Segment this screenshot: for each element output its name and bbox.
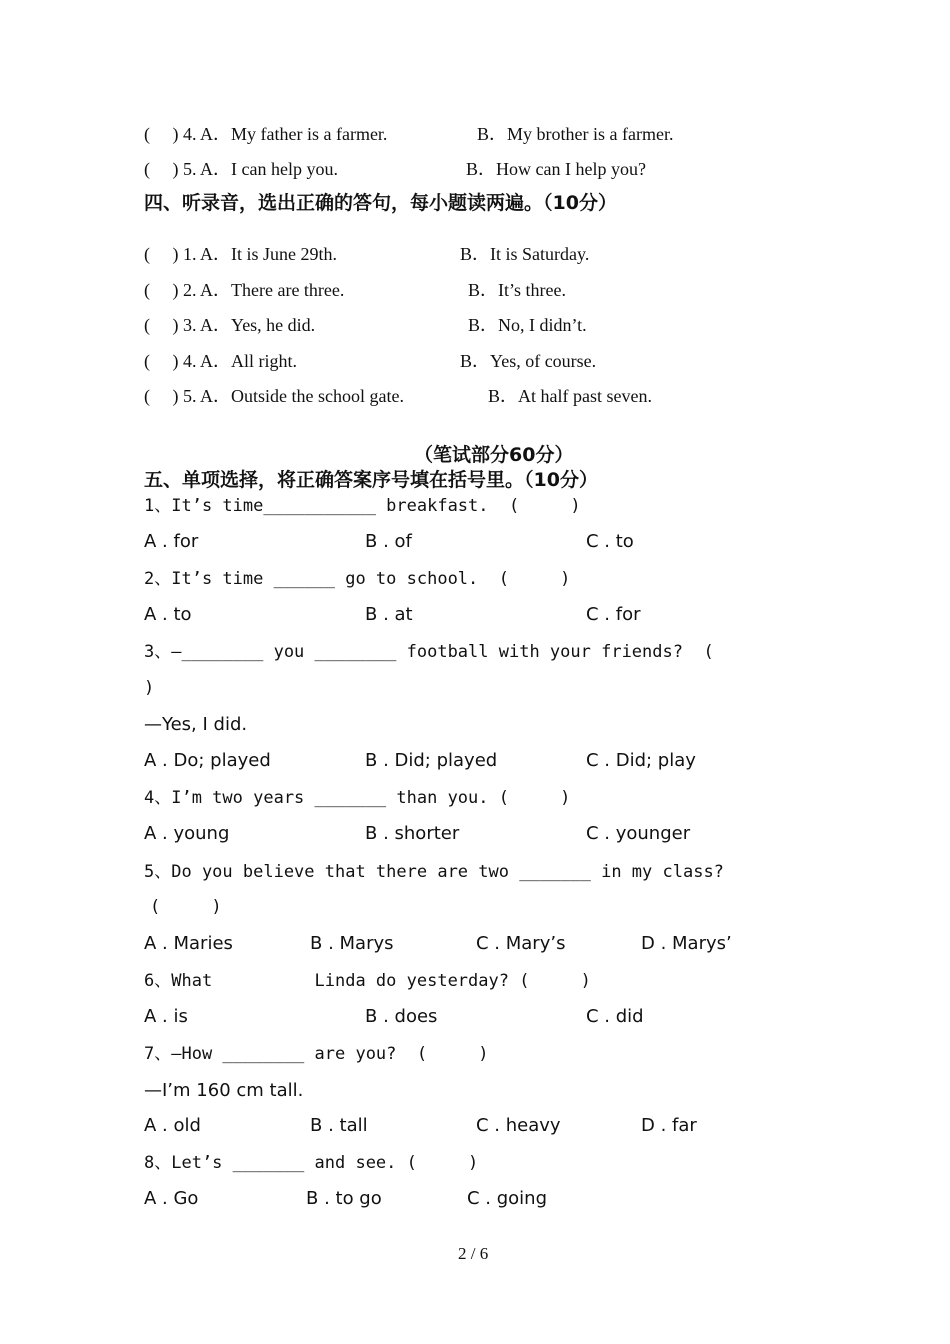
q5-5-stem-cont: ( )	[150, 897, 222, 917]
q5-7-stem: 7、—How ________ are you? ( )	[144, 1044, 489, 1064]
part4-heading: 四、听录音，选出正确的答句，每小题读两遍。（10分）	[144, 192, 617, 214]
q4-1-choice-b: B．It is Saturday.	[460, 244, 590, 264]
q3-5-choice-a: ( ) 5. A．I can help you.	[144, 159, 338, 179]
q5-5-option-b: B . Marys	[310, 933, 394, 954]
q5-3-stem-cont: )	[144, 678, 155, 698]
q5-5-option-d: D . Marys’	[641, 933, 732, 954]
q4-2-choice-b: B．It’s three.	[468, 280, 566, 300]
q4-4-choice-a: ( ) 4. A．All right.	[144, 351, 297, 371]
q5-4-option-c: C . younger	[586, 823, 691, 844]
q5-4-option-a: A . young	[144, 823, 230, 844]
q5-3-option-b: B . Did; played	[365, 750, 498, 771]
q5-7-option-b: B . tall	[310, 1115, 368, 1136]
q5-7-option-c: C . heavy	[476, 1115, 561, 1136]
q3-4-choice-b: B．My brother is a farmer.	[477, 124, 674, 144]
q5-2-option-b: B . at	[365, 604, 413, 625]
q5-7-reply: —I’m 160 cm tall.	[144, 1080, 304, 1101]
q5-5-option-a: A . Maries	[144, 933, 233, 954]
q5-7-option-a: A . old	[144, 1115, 201, 1136]
page-number: 2 / 6	[458, 1244, 489, 1263]
q4-5-choice-b: B．At half past seven.	[488, 386, 652, 406]
q5-3-stem: 3、—________ you ________ football with your friends? (	[144, 642, 714, 662]
q5-1-stem: 1、It’s time___________ breakfast. ( )	[144, 496, 581, 516]
q4-3-choice-b: B．No, I didn’t.	[468, 315, 587, 335]
q3-5-choice-b: B．How can I help you?	[466, 159, 646, 179]
q5-1-option-b: B . of	[365, 531, 412, 552]
written-section-title: （笔试部分60分）	[414, 444, 574, 466]
q5-3-option-a: A . Do; played	[144, 750, 271, 771]
q5-8-option-c: C . going	[467, 1188, 548, 1209]
part5-heading: 五、单项选择，将正确答案序号填在括号里。（10分）	[144, 469, 598, 491]
q4-5-choice-a: ( ) 5. A．Outside the school gate.	[144, 386, 404, 406]
q5-2-option-c: C . for	[586, 604, 641, 625]
q5-7-option-d: D . far	[641, 1115, 697, 1136]
q5-8-option-a: A . Go	[144, 1188, 199, 1209]
q5-6-option-c: C . did	[586, 1006, 644, 1027]
q5-6-stem: 6、What Linda do yesterday? ( )	[144, 971, 591, 991]
q5-2-stem: 2、It’s time ______ go to school. ( )	[144, 569, 571, 589]
q4-3-choice-a: ( ) 3. A．Yes, he did.	[144, 315, 316, 335]
q4-1-choice-a: ( ) 1. A．It is June 29th.	[144, 244, 337, 264]
q5-1-option-c: C . to	[586, 531, 634, 552]
q5-8-stem: 8、Let’s _______ and see. ( )	[144, 1153, 479, 1173]
q5-1-option-a: A . for	[144, 531, 199, 552]
q5-3-reply: —Yes, I did.	[144, 714, 248, 735]
q5-6-option-a: A . is	[144, 1006, 188, 1027]
q5-4-option-b: B . shorter	[365, 823, 460, 844]
q5-2-option-a: A . to	[144, 604, 192, 625]
q4-2-choice-a: ( ) 2. A．There are three.	[144, 280, 345, 300]
q5-5-option-c: C . Mary’s	[476, 933, 566, 954]
q5-4-stem: 4、I’m two years _______ than you. ( )	[144, 788, 571, 808]
q5-3-option-c: C . Did; play	[586, 750, 696, 771]
q5-8-option-b: B . to go	[306, 1188, 382, 1209]
q5-6-option-b: B . does	[365, 1006, 438, 1027]
q5-5-stem: 5、Do you believe that there are two _______ in my class?	[144, 862, 724, 882]
q4-4-choice-b: B．Yes, of course.	[460, 351, 597, 371]
q3-4-choice-a: ( ) 4. A．My father is a farmer.	[144, 124, 388, 144]
